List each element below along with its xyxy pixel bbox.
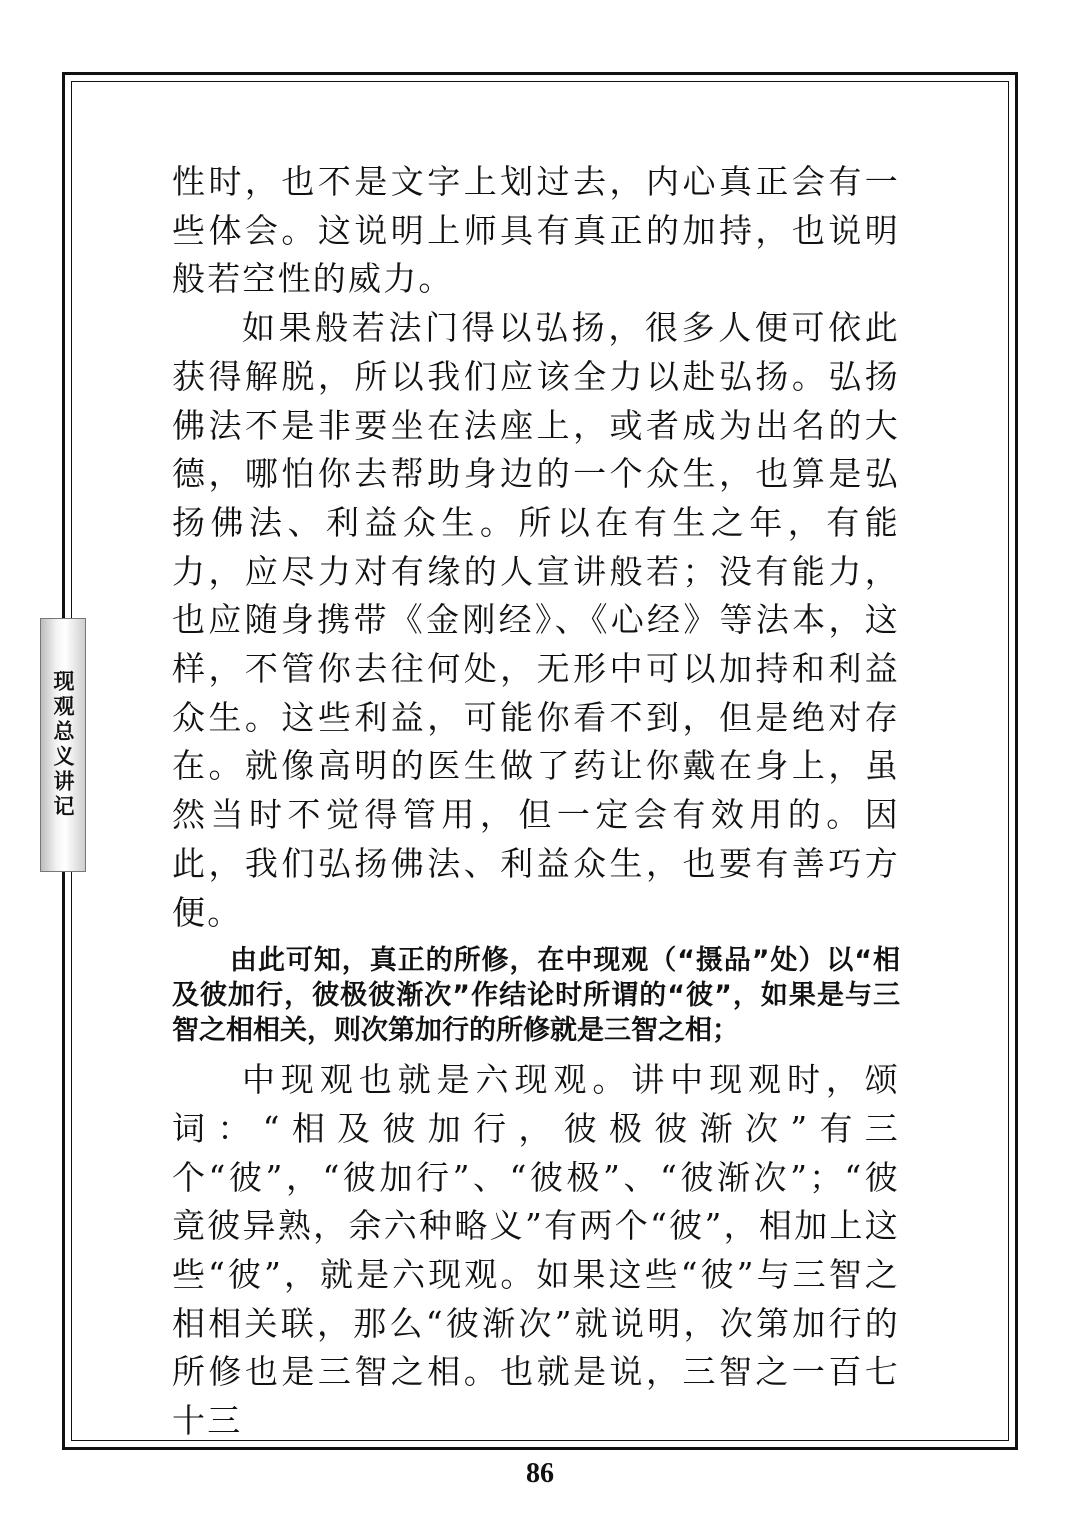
side-tab [40,618,86,872]
paragraph-1: 性时，也不是文字上划过去，内心真正会有一些体会。这说明上师具有真正的加持，也说明般若空性的威力。 [172,162,900,299]
side-tab-label: 现观总义讲记 [51,670,75,820]
page-number: 86 [526,1458,554,1489]
root-text: 由此可知，真正的所修，在中现观（“摄品”处）以“相及彼加行，彼极彼渐次”作结论时所谓的“彼”，如果是与三智之相相关，则次第加行的所修就是三智之相； [172,945,900,1047]
body-text [172,158,900,1446]
paragraph-3: 中现观也就是六现观。讲中现观时，颂词：“相及彼加行，彼极彼渐次”有三个“彼”，“彼加行”、“彼极”、“彼渐次”；“彼竟彼异熟，余六种略义”有两个“彼”，相加上这些“彼”，就是六现观。如果这些“彼”与三智之相相关联，那么“彼渐次”就说明，次第加行的所修也是三智之相。也就是说，三智之一百七十三 [172,1060,900,1441]
paragraph-2: 如果般若法门得以弘扬，很多人便可依此获得解脱，所以我们应该全力以赴弘扬。弘扬佛法不是非要坐在法座上，或者成为出名的大德，哪怕你去帮助身边的一个众生，也算是弘扬佛法、利益众生。所以在有生之年，有能力，应尽力对有缘的人宣讲般若；没有能力，也应随身携带《金刚经》、《心经》等法本，这样，不管你去往何处，无形中可以加持和利益众生。这些利益，可能你看不到，但是绝对存在。就像高明的医生做了药让你戴在身上，虽然当时不觉得管用，但一定会有效用的。因此，我们弘扬佛法、利益众生，也要有善巧方便。 [172,308,900,932]
